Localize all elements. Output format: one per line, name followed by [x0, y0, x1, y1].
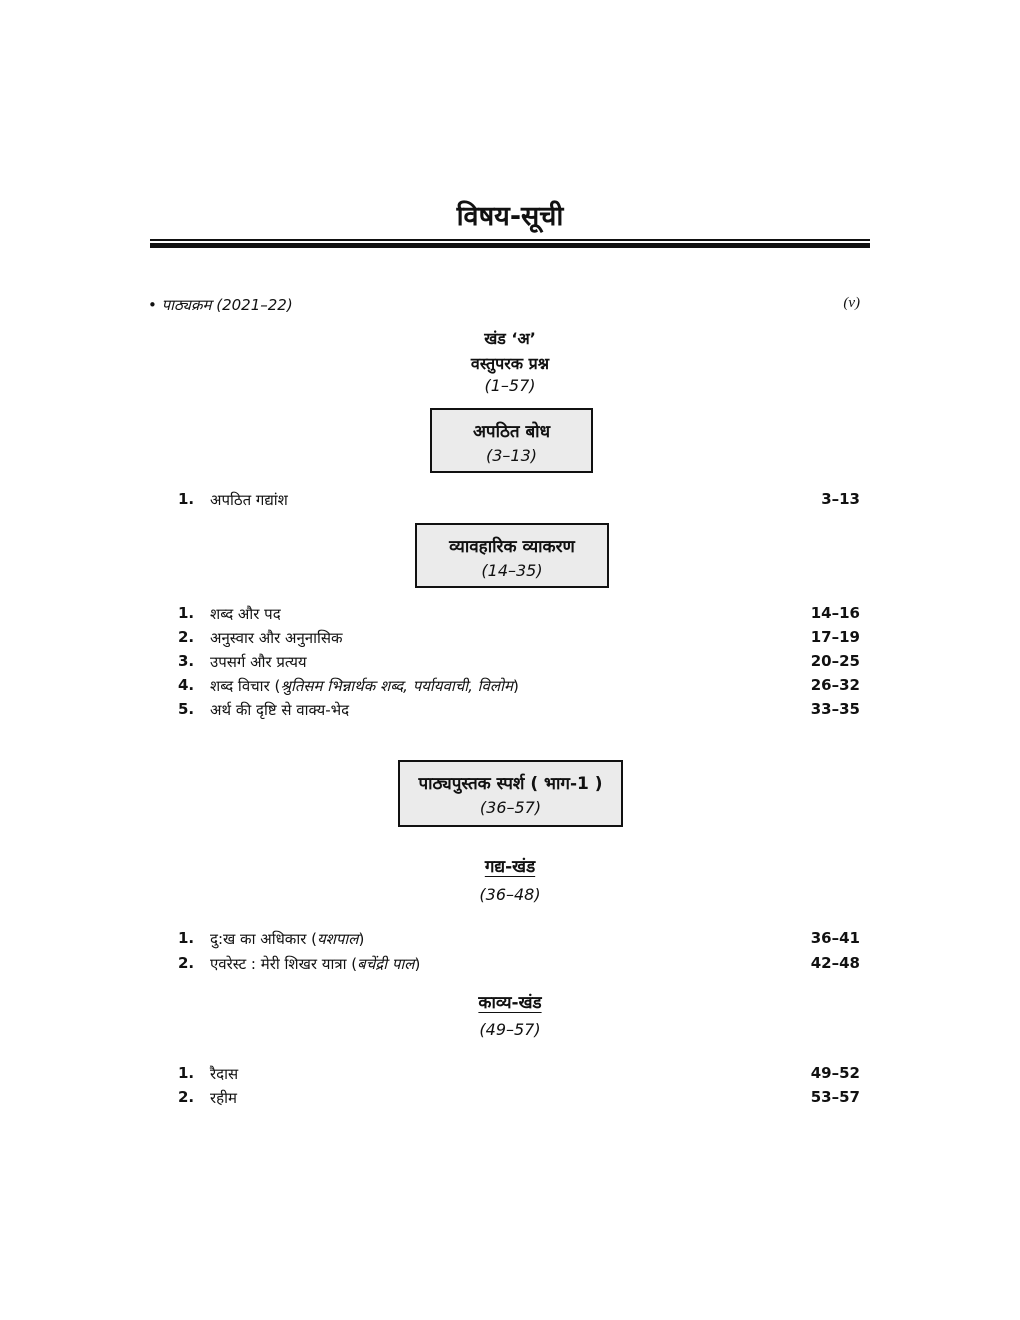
item-pages: 26–32: [810, 676, 860, 694]
item-number: 2.: [178, 1088, 195, 1106]
item-title-suffix: ): [414, 955, 421, 973]
item-number: 3.: [178, 652, 195, 670]
item-author: यशपाल: [316, 930, 359, 948]
toc-row-poetry-2[interactable]: [150, 1088, 860, 1110]
item-pages: 20–25: [810, 652, 860, 670]
item-title-italic: श्रुतिसम भिन्नार्थक शब्द, पर्यायवाची, विलोम: [280, 677, 513, 695]
item-pages: 42–48: [810, 954, 860, 972]
section-a-range: (1–57): [484, 376, 536, 395]
toc-row-poetry-1[interactable]: [150, 1064, 860, 1086]
item-number: 1.: [178, 1064, 195, 1082]
item-pages: 36–41: [810, 929, 860, 947]
toc-row-grammar-5[interactable]: [150, 700, 860, 722]
unseen-box-title: अपठित बोध: [472, 422, 551, 442]
unseen-box-range: (3–13): [485, 446, 538, 465]
item-number: 1.: [178, 929, 195, 947]
item-pages: 17–19: [810, 628, 860, 646]
item-number: 2.: [178, 628, 195, 646]
item-title: शब्द और पद: [210, 605, 281, 623]
section-a-subheading: वस्तुपरक प्रश्न: [470, 354, 550, 373]
toc-row-grammar-1[interactable]: [150, 604, 860, 626]
item-title: [210, 929, 364, 949]
grammar-box-range: (14–35): [481, 561, 543, 580]
page-title: विषय-सूची: [456, 201, 564, 232]
toc-row-unseen-1[interactable]: [150, 490, 860, 512]
item-pages: 49–52: [810, 1064, 860, 1082]
poetry-section-range: (49–57): [479, 1020, 541, 1039]
grammar-box-title: व्यावहारिक व्याकरण: [449, 537, 575, 557]
toc-row-grammar-3[interactable]: [150, 652, 860, 674]
item-pages: 3–13: [821, 490, 860, 508]
item-title: अपठित गद्यांश: [210, 491, 288, 509]
item-title-prefix: एवरेस्ट : मेरी शिखर यात्रा (: [210, 955, 358, 973]
item-title: उपसर्ग और प्रत्यय: [210, 653, 307, 671]
item-number: 1.: [178, 490, 195, 508]
toc-row-prose-1[interactable]: [150, 929, 860, 951]
item-number: 4.: [178, 676, 195, 694]
item-author: बचेंद्री पाल: [357, 955, 415, 973]
item-title-suffix: ): [512, 677, 519, 695]
unseen-section-box: [430, 408, 593, 473]
syllabus-entry[interactable]: • पाठ्यक्रम (2021–22): [148, 296, 293, 314]
grammar-section-box: [415, 523, 609, 588]
prose-section-heading: गद्य-खंड: [484, 857, 536, 877]
section-a-heading: खंड ‘अ’: [484, 329, 536, 348]
item-pages: 53–57: [810, 1088, 860, 1106]
toc-row-prose-2[interactable]: [150, 954, 860, 976]
item-title: [210, 954, 420, 974]
item-title: रैदास: [210, 1065, 239, 1083]
item-title: रहीम: [210, 1089, 237, 1107]
item-pages: 33–35: [810, 700, 860, 718]
title-divider-thin: [150, 239, 870, 241]
prose-section-range: (36–48): [479, 885, 541, 904]
item-number: 5.: [178, 700, 195, 718]
textbook-section-box: [398, 760, 623, 827]
item-title: अनुस्वार और अनुनासिक: [210, 629, 343, 647]
textbook-box-range: (36–57): [479, 798, 542, 817]
poetry-section-heading: काव्य-खंड: [478, 993, 542, 1013]
title-divider-thick: [150, 243, 870, 248]
item-title-prefix: दु:ख का अधिकार (: [210, 930, 317, 948]
item-title-prefix: शब्द विचार (: [210, 677, 281, 695]
textbook-box-title: पाठ्यपुस्तक स्पर्श ( भाग-1 ): [418, 774, 603, 794]
item-title-suffix: ): [358, 930, 365, 948]
toc-row-grammar-4[interactable]: [150, 676, 860, 698]
item-title: अर्थ की दृष्टि से वाक्य-भेद: [210, 701, 350, 719]
item-number: 1.: [178, 604, 195, 622]
syllabus-page-number: (v): [843, 295, 860, 311]
item-title: [210, 676, 519, 696]
item-pages: 14–16: [810, 604, 860, 622]
toc-row-grammar-2[interactable]: [150, 628, 860, 650]
item-number: 2.: [178, 954, 195, 972]
